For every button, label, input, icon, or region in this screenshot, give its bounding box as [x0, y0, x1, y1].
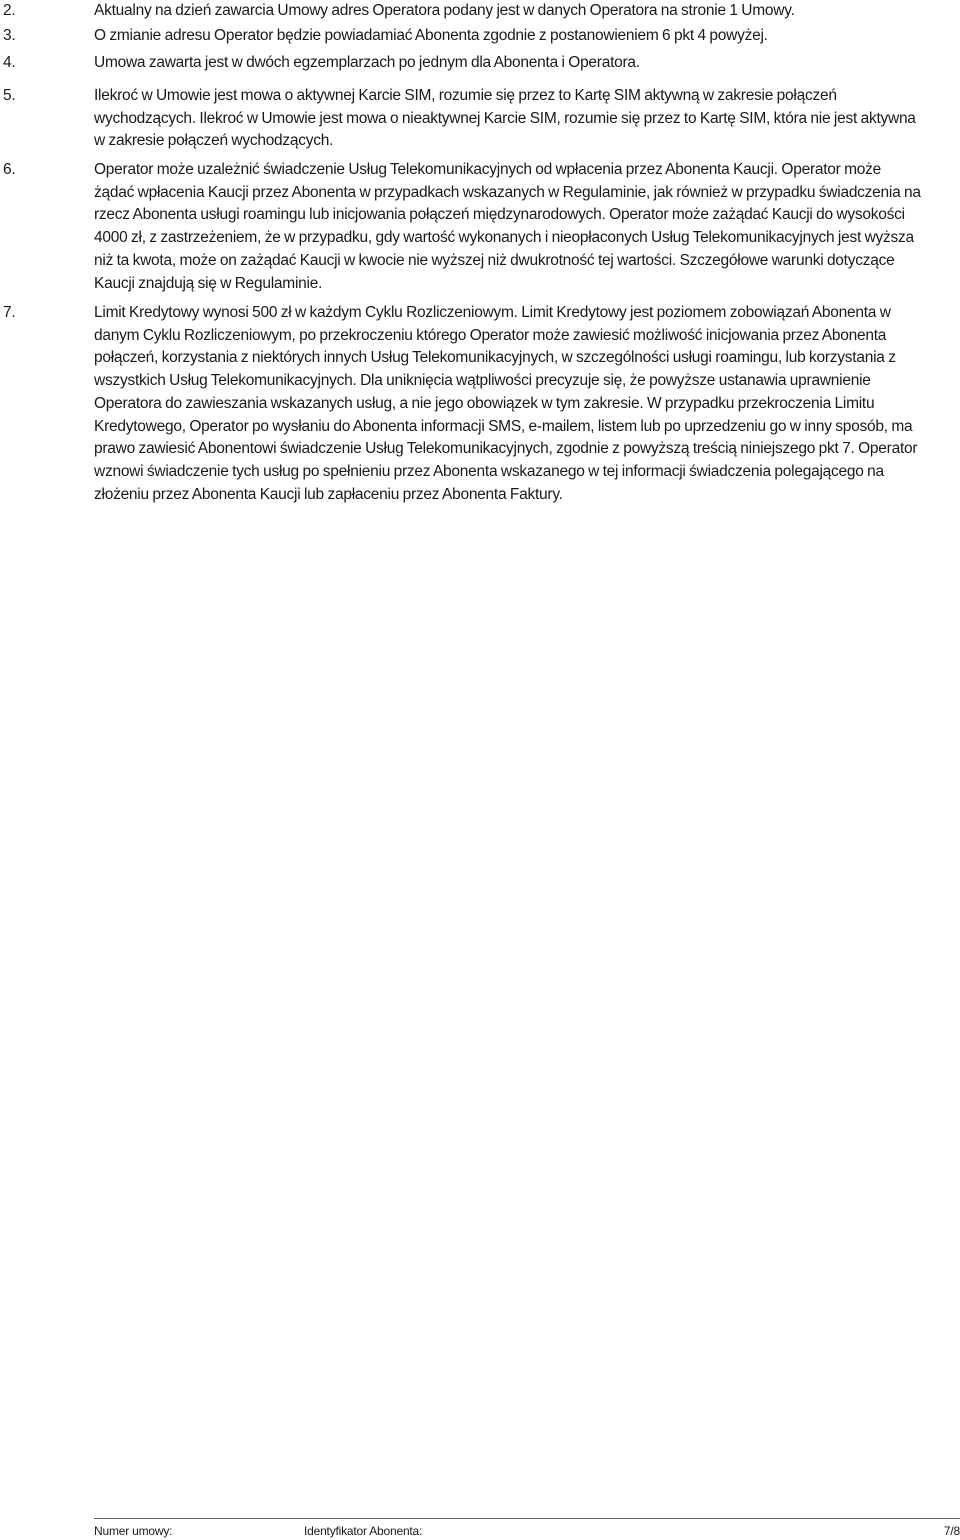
- item-text: [94, 159, 956, 295]
- text-line: wszystkich Usług Telekomunikacyjnych. Dla uniknięcia wątpliwości precyzuje się, że powyższe ustanawia uprawnienie: [94, 372, 871, 390]
- item-text: [94, 85, 956, 153]
- text-line: O zmianie adresu Operator będzie powiadamiać Abonenta zgodnie z postanowieniem 6 pkt 4 powyżej.: [94, 27, 768, 44]
- text-line: Aktualny na dzień zawarcia Umowy adres Operatora podany jest w danych Operatora na stronie 1 Umowy.: [94, 2, 795, 19]
- subscriber-id-label: Identyfikator Abonenta:: [304, 1524, 423, 1538]
- item-text: [94, 302, 956, 506]
- text-line: prawo zawiesić Abonentowi świadczenie Usług Telekomunikacyjnych, zgodnie z powyższą treścią niniejszego pkt 7. Operator: [94, 440, 918, 458]
- contract-number-label: Numer umowy:: [94, 1524, 173, 1538]
- text-line: Kaucji znajdują się w Regulaminie.: [94, 274, 323, 292]
- text-line: Ilekroć w Umowie jest mowa o aktywnej Karcie SIM, rozumie się przez to Kartę SIM aktywną w zakresie połączeń: [94, 87, 837, 104]
- text-line: wznowi świadczenie tych usług po spełnieniu przez Abonenta wskazanego w tej informacji świadczenia polegającego na: [94, 462, 884, 480]
- item-text: [94, 25, 956, 48]
- item-number: 7.: [3, 304, 16, 321]
- text-line: żądać wpłacenia Kaucji przez Abonenta w przypadkach wskazanych w Regulaminie, jak również w przypadku świadczenia na: [94, 183, 921, 201]
- item-number: 5.: [3, 87, 16, 104]
- text-line: Operatora do zawieszania wskazanych usług, a nie jego obowiązek w tym zakresie. W przypadku przekroczenia Limitu: [94, 394, 875, 412]
- item-number: 3.: [3, 27, 16, 44]
- text-line: niż ta kwota, może on zażądać Kaucji w kwocie nie wyższej niż dwukrotność tej wartości. Szczegółowe warunki dotyczące: [94, 251, 895, 269]
- page-number: 7/8: [943, 1524, 960, 1538]
- page-footer: [94, 1518, 960, 1540]
- text-line: rzecz Abonenta usługi roamingu lub inicjowania połączeń międzynarodowych. Operator może zażądać Kaucji do wysokości: [94, 206, 905, 224]
- text-line: danym Cyklu Rozliczeniowym, po przekroczeniu którego Operator może zawiesić możliwość inicjowania przez Abonenta: [94, 326, 887, 344]
- text-line: wychodzących. Ilekroć w Umowie jest mowa o nieaktywnej Karcie SIM, rozumie się przez to Kartę SIM, która nie jest aktywna: [94, 109, 916, 127]
- item-text: [94, 52, 956, 75]
- text-line: 4000 zł, z zastrzeżeniem, że w przypadku, gdy wartość wykonanych i nieopłaconych Usług Telekomunikacyjnych jest wyższa: [94, 229, 914, 247]
- text-line: w zakresie połączeń wychodzących.: [94, 132, 334, 150]
- text-line: złożeniu przez Abonenta Kaucji lub zapłaceniu przez Abonenta Faktury.: [94, 485, 563, 503]
- item-text: [94, 0, 956, 23]
- text-line: Operator może uzależnić świadczenie Usług Telekomunikacyjnych od wpłacenia przez Abonenta Kaucji. Operator może: [94, 161, 882, 178]
- text-line: połączeń, korzystania z niektórych innych Usług Telekomunikacyjnych, w szczególności usługi roamingu, lub korzystania z: [94, 349, 896, 367]
- item-number: 6.: [3, 161, 16, 178]
- text-line: Limit Kredytowy wynosi 500 zł w każdym Cyklu Rozliczeniowym. Limit Kredytowy jest poziomem zobowiązań Abonenta w: [94, 304, 891, 321]
- text-line: Kredytowego, Operator po wysłaniu do Abonenta informacji SMS, e-mailem, listem lub po uprzedzeniu go w inny sposób, ma: [94, 417, 913, 435]
- item-number: 4.: [3, 54, 16, 71]
- item-number: 2.: [3, 2, 16, 19]
- text-line: Umowa zawarta jest w dwóch egzemplarzach po jednym dla Abonenta i Operatora.: [94, 54, 640, 71]
